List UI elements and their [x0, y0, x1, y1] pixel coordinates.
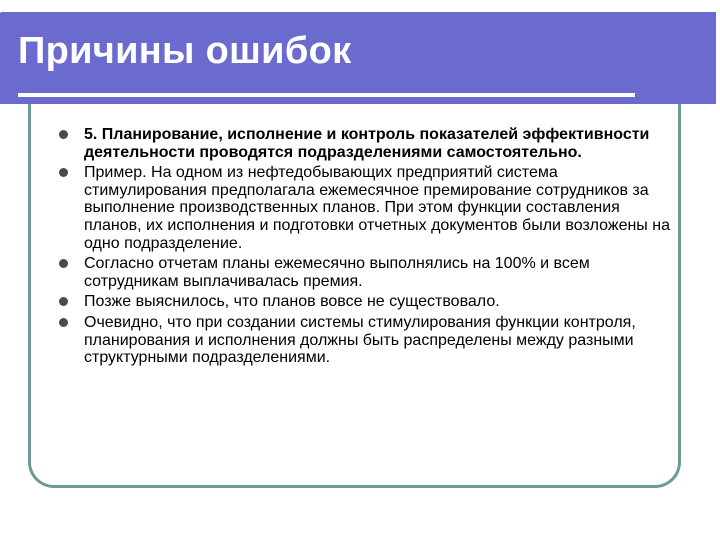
bullet-text: 5. Планирование, исполнение и контроль показателей эффективности деятельности проводятся подразделениями самостоятельно.	[84, 126, 650, 161]
title-underline	[18, 93, 635, 97]
bullet-item	[60, 293, 672, 311]
bullet-item	[60, 126, 672, 161]
bullet-dot-icon	[59, 259, 68, 268]
slide-title: Причины ошибок	[18, 30, 352, 72]
bullet-item	[60, 255, 672, 290]
bullet-item	[60, 314, 672, 367]
bullet-text: Позже выяснилось, что планов вовсе не существовало.	[84, 293, 500, 311]
title-banner-edge	[678, 12, 716, 104]
bullet-dot-icon	[59, 130, 68, 139]
bullet-text: Пример. На одном из нефтедобывающих предприятий система стимулирования предполагала ежемесячное премирование сотрудников за выполнение производственных планов. При этом функции составления планов, их исполнения и подготовки отчетных документов были возложены на одно подразделение.	[84, 164, 670, 252]
bullet-list	[60, 126, 672, 370]
bullet-text: Очевидно, что при создании системы стимулирования функции контроля, планирования и исполнения должны быть распределены между разными структурными подразделениями.	[84, 313, 636, 367]
bullet-dot-icon	[59, 318, 68, 327]
bullet-text: Согласно отчетам планы ежемесячно выполнялись на 100% и всем сотрудникам выплачивалась премия.	[84, 255, 590, 290]
bullet-item	[60, 164, 672, 252]
bullet-dot-icon	[59, 297, 68, 306]
bullet-dot-icon	[59, 168, 68, 177]
